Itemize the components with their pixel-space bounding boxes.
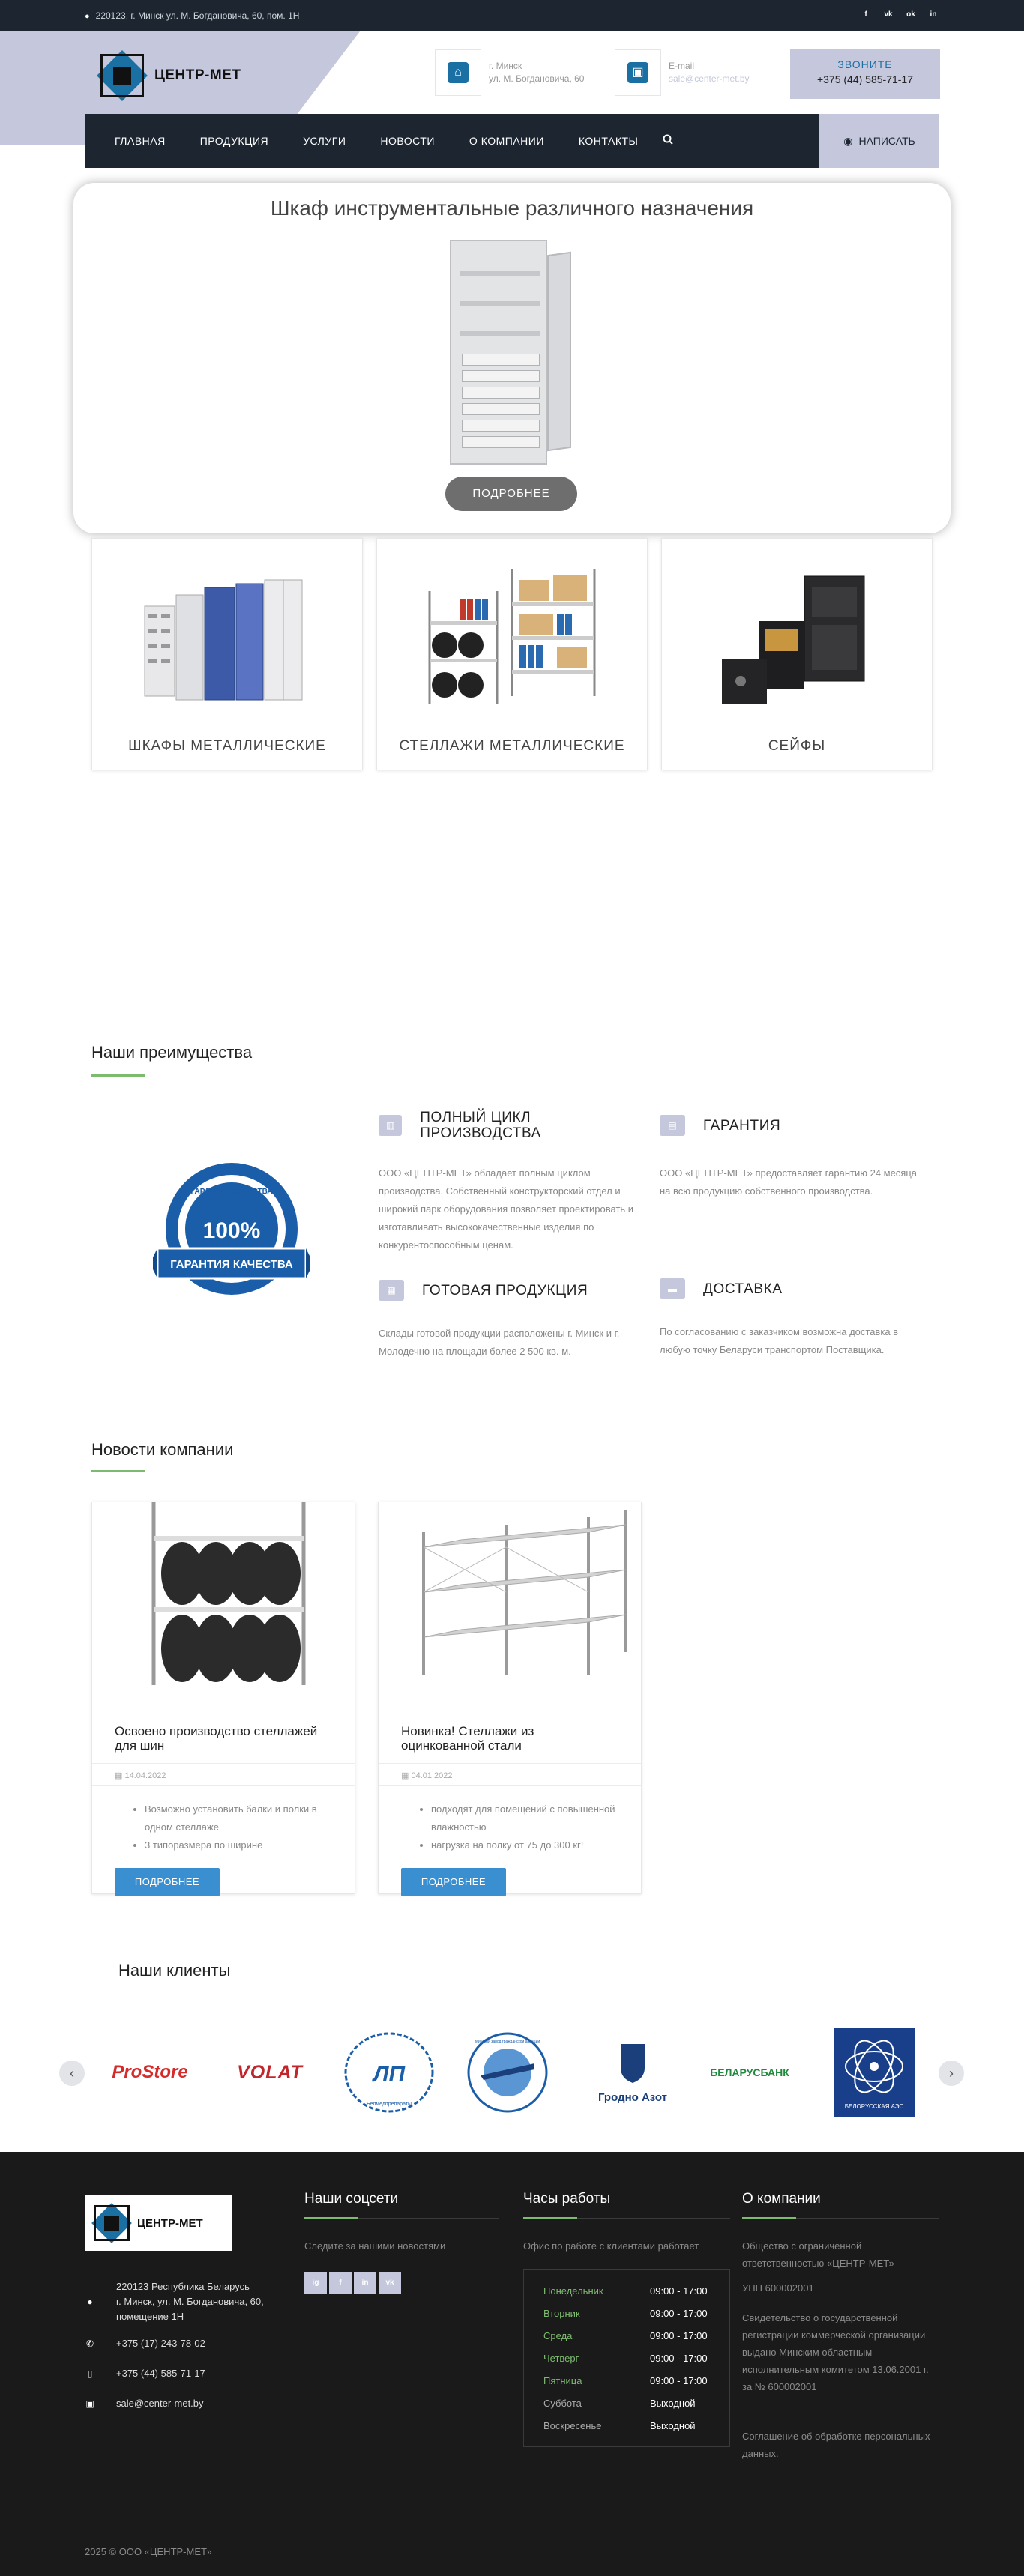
contact-card-icon: ▣	[627, 62, 648, 83]
hours-day: Вторник	[543, 2308, 580, 2319]
nav-item-contacts[interactable]: КОНТАКТЫ	[578, 135, 639, 147]
clients-prev-arrow[interactable]: ‹	[59, 2061, 85, 2086]
facebook-icon[interactable]: f	[329, 2272, 352, 2294]
calendar-icon: ▦	[401, 1771, 412, 1780]
badge-top-text: ГАРАНТИЯ КАЧЕСТВА	[190, 1188, 273, 1196]
footer-address	[85, 2279, 264, 2324]
phone-icon: ✆	[85, 2338, 94, 2349]
footer-hours-line	[523, 2218, 730, 2219]
safes-image	[699, 561, 894, 711]
advantages-title: Наши преимущества	[91, 1043, 253, 1062]
warehouse-icon: ▦	[379, 1280, 404, 1301]
footer-phone1	[85, 2336, 205, 2351]
odnoklassniki-icon[interactable]: ok	[906, 10, 915, 19]
news-date	[379, 1763, 641, 1786]
hours-row	[543, 2415, 710, 2437]
logo-mark-icon	[97, 51, 147, 100]
category-card-racks[interactable]	[376, 538, 648, 770]
hours-row	[543, 2303, 710, 2325]
hours-row	[543, 2347, 710, 2370]
category-card-cabinets[interactable]	[91, 538, 363, 770]
advantage-title: ГОТОВАЯ ПРОДУКЦИЯ	[422, 1282, 588, 1298]
footer	[0, 2152, 1024, 2576]
top-bar	[0, 0, 1024, 31]
instagram-icon[interactable]: ig	[304, 2272, 327, 2294]
linkedin-icon[interactable]: in	[354, 2272, 376, 2294]
news-underline	[91, 1470, 145, 1472]
hours-day: Среда	[543, 2330, 573, 2341]
hours-row	[543, 2370, 710, 2392]
hours-row	[543, 2392, 710, 2415]
factory-icon: ▥	[379, 1115, 402, 1136]
footer-social-line	[304, 2218, 499, 2219]
nav-item-home[interactable]: ГЛАВНАЯ	[115, 135, 166, 147]
footer-email-text[interactable]: sale@center-met.by	[116, 2398, 204, 2409]
footer-address-line: г. Минск, ул. М. Богдановича, 60,	[116, 2296, 264, 2307]
footer-logo-text: ЦЕНТР-МЕТ	[137, 2216, 203, 2230]
footer-address-line: 220123 Республика Беларусь	[116, 2281, 250, 2292]
truck-icon: ▬	[660, 1278, 685, 1299]
advantage-title: ГАРАНТИЯ	[703, 1117, 781, 1134]
email-label: E-mail	[669, 61, 695, 71]
footer-phone1-text[interactable]: +375 (17) 243-78-02	[116, 2338, 205, 2349]
client-logo-volat[interactable]	[217, 2026, 322, 2119]
category-label: СЕЙФЫ	[768, 738, 826, 754]
address-line1: г. Минск	[489, 61, 522, 71]
news-date	[92, 1763, 355, 1786]
footer-social-buttons	[304, 2272, 403, 2294]
hours-time: Выходной	[650, 2420, 696, 2431]
header-address	[435, 49, 584, 96]
client-logo-belarusbank[interactable]	[697, 2026, 802, 2119]
logo-text: ЦЕНТР-МЕТ	[154, 67, 241, 83]
advantage-title: ДОСТАВКА	[703, 1281, 783, 1297]
clients-title: Наши клиенты	[118, 1961, 231, 1980]
news-date-text: 14.04.2022	[124, 1771, 166, 1780]
client-logo-text: ProStore	[112, 2062, 188, 2082]
metal-cabinets-image	[130, 561, 325, 711]
hero-title: Шкаф инструментальные различного назначения	[270, 196, 754, 220]
main-nav	[85, 114, 939, 168]
top-address-text: 220123, г. Минск ул. М. Богдановича, 60, пом. 1Н	[95, 10, 300, 21]
search-icon[interactable]	[655, 134, 681, 148]
advantage-text: ООО «ЦЕНТР-МЕТ» предоставляет гарантию 24 месяца на всю продукцию собственного производства.	[660, 1167, 918, 1197]
metal-racks-image	[415, 561, 609, 711]
client-logo-grodno-azot[interactable]	[580, 2026, 685, 2119]
footer-about-registration: Свидетельство о государственной регистрации коммерческой организации выдано Минским областным исполнительным комитетом 13.06.2001 г. за № 600002001	[742, 2312, 929, 2392]
footer-hours-text: Офис по работе с клиентами работает	[523, 2240, 699, 2252]
footer-social-title: Наши соцсети	[304, 2191, 399, 2207]
client-logo-belmedpreparaty[interactable]	[340, 2026, 438, 2119]
footer-email	[85, 2396, 204, 2411]
header-email-link[interactable]: sale@center-met.by	[669, 73, 750, 84]
home-icon-box	[435, 49, 481, 96]
advantages-underline	[91, 1074, 145, 1077]
footer-about-unp: УНП 600002001	[742, 2282, 814, 2294]
advantage-full-cycle	[379, 1109, 637, 1254]
hours-day: Понедельник	[543, 2285, 603, 2297]
news-more-button[interactable]: ПОДРОБНЕЕ	[401, 1868, 506, 1896]
news-title: Новости компании	[91, 1440, 234, 1459]
hero-more-button[interactable]: ПОДРОБНЕЕ	[445, 477, 577, 511]
client-logo-text: БЕЛАРУСБАНК	[710, 2066, 789, 2078]
hours-day: Суббота	[543, 2398, 582, 2409]
hours-day: Пятница	[543, 2375, 582, 2386]
news-date-text: 04.01.2022	[411, 1771, 453, 1780]
hours-time: 09:00 - 17:00	[650, 2375, 708, 2386]
footer-phone2	[85, 2366, 205, 2381]
address-line2: ул. М. Богдановича, 60	[489, 73, 585, 84]
call-label: ЗВОНИТЕ	[837, 58, 893, 70]
news-more-button[interactable]: ПОДРОБНЕЕ	[115, 1868, 220, 1896]
advantage-text: По согласованию с заказчиком возможна доставка в любую точку Беларуси транспортом Поставщика.	[660, 1326, 899, 1355]
news-card[interactable]	[91, 1502, 355, 1894]
linkedin-icon[interactable]: in	[930, 10, 937, 19]
hero-card	[73, 183, 951, 533]
nav-item-services[interactable]: УСЛУГИ	[303, 135, 346, 147]
svg-text:ЛП: ЛП	[373, 2062, 406, 2087]
badge-ribbon-text: ГАРАНТИЯ КАЧЕСТВА	[170, 1258, 293, 1271]
client-logo-text: Гродно Азот	[597, 2091, 668, 2104]
write-label: НАПИСАТЬ	[858, 135, 915, 147]
quality-badge-icon	[153, 1160, 310, 1317]
top-socials	[860, 9, 939, 21]
top-address	[85, 10, 299, 21]
footer-privacy-link[interactable]: Соглашение об обработке персональных данных.	[742, 2431, 930, 2459]
location-pin-icon: ●	[87, 2297, 93, 2307]
news-bullet: • нагрузка на полку от 75 до 300 кг!	[431, 1836, 626, 1854]
client-logo-text: БЕЛОРУССКАЯ АЭС	[844, 2103, 904, 2110]
footer-logo[interactable]	[85, 2195, 232, 2251]
footer-phone2-text[interactable]: +375 (44) 585-71-17	[116, 2368, 205, 2379]
location-pin-icon: ●	[85, 12, 90, 21]
tire-rack-image	[92, 1502, 355, 1685]
news-bullet: • Возможно установить балки и полки в одном стеллаже	[145, 1801, 340, 1836]
opening-hours-table	[523, 2269, 730, 2447]
news-bullet: • подходят для помещений с повышенной влажностью	[431, 1801, 626, 1836]
nav-item-products[interactable]: ПРОДУКЦИЯ	[199, 135, 269, 147]
mobile-icon: ▯	[87, 2368, 93, 2379]
tool-cabinet-image	[450, 240, 573, 465]
copyright: 2025 © ООО «ЦЕНТР-МЕТ»	[85, 2546, 212, 2557]
footer-hours-title: Часы работы	[523, 2191, 611, 2207]
category-label: СТЕЛЛАЖИ МЕТАЛЛИЧЕСКИЕ	[399, 738, 625, 754]
vk-icon[interactable]: vk	[884, 10, 893, 19]
contact-card-icon: ▣	[85, 2398, 94, 2409]
footer-about-company: Общество с ограниченной ответственностью «ЦЕНТР-МЕТ»	[742, 2240, 894, 2269]
client-logo-text: Минский завод гражданской авиации	[475, 2040, 540, 2044]
hours-day: Воскресенье	[543, 2420, 602, 2431]
badge-percent: 100%	[202, 1218, 261, 1243]
header-email	[615, 49, 750, 96]
footer-address-line: помещение 1Н	[116, 2311, 184, 2322]
contact-card-icon-box	[615, 49, 661, 96]
advantage-text: ООО «ЦЕНТР-МЕТ» обладает полным циклом производства. Собственный конструкторский отдел и широкий парк оборудования позволяет проектировать и изготавливать высококачественные изделия по конкурентоспособным ценам.	[379, 1167, 634, 1251]
hours-day: Четверг	[543, 2353, 579, 2364]
news-bullet: • 3 типоразмера по ширине	[145, 1836, 340, 1854]
nav-item-about[interactable]: О КОМПАНИИ	[469, 135, 544, 147]
vk-icon[interactable]: vk	[379, 2272, 401, 2294]
hours-row	[543, 2325, 710, 2347]
news-card-title[interactable]: Новинка! Стеллажи из оцинкованной стали	[401, 1724, 534, 1753]
write-button[interactable]	[819, 114, 939, 168]
globe-icon: ◉	[843, 134, 853, 147]
news-card[interactable]	[378, 1502, 642, 1894]
client-logo-text: Белмедпрепараты	[366, 2102, 412, 2107]
home-icon: ⌂	[448, 62, 469, 83]
call-box[interactable]	[790, 49, 940, 99]
hours-time: 09:00 - 17:00	[650, 2308, 708, 2319]
clients-next-arrow[interactable]: ›	[939, 2061, 964, 2086]
call-phone[interactable]: +375 (44) 585-71-17	[816, 73, 914, 85]
client-logo-belarusian-npp[interactable]	[832, 2026, 916, 2119]
client-logo-aviation-plant[interactable]	[459, 2026, 556, 2119]
news-bullets	[145, 1801, 340, 1854]
hours-time: Выходной	[650, 2398, 696, 2409]
hours-time: 09:00 - 17:00	[650, 2330, 708, 2341]
hours-row	[543, 2280, 710, 2303]
client-logo-prostore[interactable]	[97, 2026, 202, 2119]
logo[interactable]	[97, 51, 241, 100]
footer-logo-mark-icon	[92, 2204, 131, 2243]
category-card-safes[interactable]	[661, 538, 933, 770]
client-logo-text: VOLAT	[237, 2061, 303, 2083]
facebook-icon[interactable]: f	[864, 10, 867, 19]
news-bullets	[431, 1801, 626, 1854]
footer-about-title: О компании	[742, 2191, 821, 2207]
calendar-icon: ▦	[115, 1771, 125, 1780]
galvanized-rack-image	[379, 1502, 641, 1685]
news-card-title[interactable]: Освоено производство стеллажей для шин	[115, 1724, 318, 1753]
advantage-delivery	[660, 1272, 918, 1359]
advantage-warranty	[660, 1109, 918, 1200]
nav-item-news[interactable]: НОВОСТИ	[380, 135, 435, 147]
hours-time: 09:00 - 17:00	[650, 2353, 708, 2364]
footer-about-line	[742, 2218, 939, 2219]
footer-social-text: Следите за нашими новостями	[304, 2240, 446, 2252]
advantage-ready-stock	[379, 1274, 637, 1361]
briefcase-icon: ▤	[660, 1115, 685, 1136]
hours-time: 09:00 - 17:00	[650, 2285, 708, 2297]
advantage-text: Склады готовой продукции расположены г. Минск и г. Молодечно на площади более 2 500 кв. м.	[379, 1328, 620, 1357]
category-label: ШКАФЫ МЕТАЛЛИЧЕСКИЕ	[128, 738, 326, 754]
advantage-title: ПОЛНЫЙ ЦИКЛ ПРОИЗВОДСТВА	[420, 1110, 541, 1141]
